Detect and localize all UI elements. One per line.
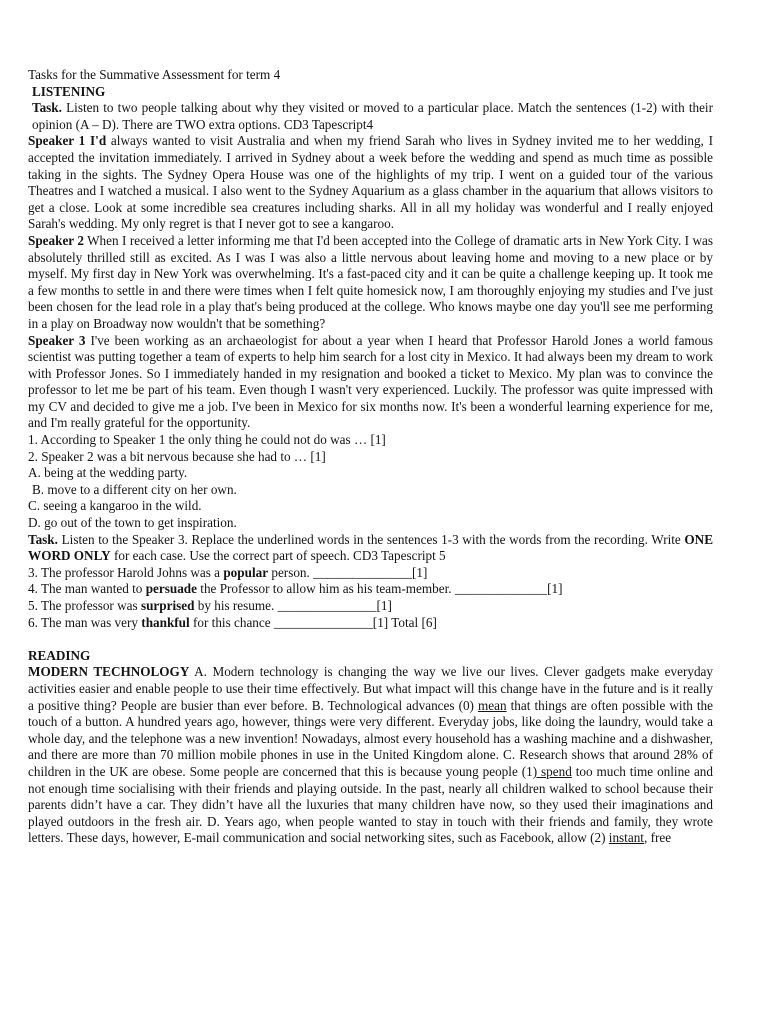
replace-words-task bbox=[28, 532, 713, 565]
passage-text: that things are often possible with the touch of a button. A hundred years ago, however, things were very different. Everyday jobs, like doing the laundry, would take a whole day, and the telephone was a new invention! Nowadays, almost every household has a washing machine and a dishwasher, and there are more than 70 million mobile phones in use in the United Kingdom alone. C. Research shows that around 28% of children in the UK are obese. Some people are concerned that this is because young people (1 bbox=[28, 697, 713, 779]
reading-heading: READING bbox=[28, 647, 91, 663]
task-text: Listen to two people talking about why they visited or moved to a particular place. Match the sentences (1-2) with their opinion (A – D). There are TWO extra options. CD3 Tapescript4 bbox=[32, 100, 713, 132]
question-1: 1. According to Speaker 1 the only thing he could not do was … [1] bbox=[28, 432, 386, 448]
target-word: thankful bbox=[141, 614, 190, 630]
question-5 bbox=[28, 598, 713, 615]
underlined-word: instant bbox=[608, 830, 644, 846]
question-6 bbox=[28, 615, 713, 632]
task-label: Task. bbox=[28, 531, 58, 547]
speaker-1-text: always wanted to visit Australia and when my friend Sarah who lives in Sydney invited me to her wedding, I accepted the invitation immediately. I arrived in Sydney about a week before the wedding and spend as much time as possible taking in the sights. The Sydney Opera House was one of the highlights of my trip. I went on a guided tour of the various Theatres and I watched a musical. I also went to the Sydney Aquarium as a glass chamber in the aquarium that allows visitors to get a close. Look at some incredible sea creatures including sharks. All in all my holiday was wonderful and I really enjoyed Sarah's wedding. My only regret is that I never got to see a kangaroo. bbox=[28, 133, 713, 232]
answer-blank: by his resume. _______________[1] bbox=[194, 598, 392, 613]
speaker-3-label: Speaker 3 bbox=[28, 332, 86, 348]
passage-text: too much time online and not enough time socialising with their friends and playing outside. In the past, nearly all children walked to school because their parents didn’t have a car. They didn’t have all the luxuries that many children have now, so they used their imaginations and played outdoors in the fresh air. D. Years ago, when people wanted to stay in touch with their friends and family, they wrote letters. These days, however, E-mail communication and social networking sites, such as Facebook, allow (2) bbox=[28, 763, 713, 846]
option-a: A. being at the wedding party. bbox=[28, 465, 188, 481]
question-4 bbox=[28, 581, 713, 598]
speaker-3-text: I've been working as an archaeologist for about a year when I heard that Professor Harold Jones a world famous scientist was putting together a team of experts to help him search for a lost city in Mexico. It had always been my dream to work with Professor Jones. So I immediately handed in my resignation and booked a ticket to Mexico. My plan was to convince the professor to let me be part of his team. Even though I wasn't very experienced. Luckily. The professor was quite impressed with my CV and decided to give me a job. I've been in Mexico for six months now. It's been a wonderful learning experience for me, and I'm really grateful for the opportunity. bbox=[28, 332, 713, 431]
speaker-2-text: When I received a letter informing me that I'd been accepted into the College of dramatic arts in New York City. I was absolutely thrilled still as excited. As I was I was also a little nervous about leaving home and moving to a new place or by myself. My first day in New York was overwhelming. It's a fast-paced city and it can be quite a challenge keeping up. It took me a few months to settle in and there were times when I felt quite homesick now, I am thoroughly enjoying my studies and I've just been chosen for the lead role in a play that's being produced at the college. Who knows maybe one day you'll see me performing in a play on Broadway now wouldn't that be something? bbox=[28, 232, 713, 331]
target-word: persuade bbox=[145, 581, 197, 597]
speaker-1-transcript bbox=[28, 133, 713, 233]
task-text: Listen to the Speaker 3. Replace the underlined words in the sentences 1-3 with the words from the recording. Write bbox=[57, 531, 685, 547]
option-b: B. move to a different city on her own. bbox=[32, 481, 237, 497]
answer-blank: for this chance _______________[1] Total [6] bbox=[189, 614, 437, 630]
task-label: Task. bbox=[32, 100, 62, 116]
question-text: 5. The professor was bbox=[28, 598, 141, 613]
question-text: 3. The professor Harold Johns was a bbox=[28, 564, 224, 580]
document-title: Tasks for the Summative Assessment for term 4 bbox=[28, 67, 281, 82]
underlined-word: mean bbox=[478, 697, 507, 713]
answer-blank: the Professor to allow him as his team-member. ______________[1] bbox=[196, 581, 563, 597]
underlined-word: ) spend bbox=[532, 763, 572, 779]
option-d: D. go out of the town to get inspiration. bbox=[28, 515, 237, 531]
target-word: popular bbox=[223, 564, 269, 580]
passage-title: MODERN TECHNOLOGY bbox=[28, 664, 190, 680]
answer-blank: person. _______________[1] bbox=[268, 564, 428, 580]
spacer bbox=[28, 631, 713, 648]
reading-passage bbox=[28, 664, 713, 847]
listening-task-instructions bbox=[28, 100, 713, 133]
speaker-2-transcript bbox=[28, 233, 713, 333]
question-text: 6. The man was very bbox=[28, 614, 142, 630]
speaker-2-label: Speaker 2 bbox=[28, 232, 84, 248]
document-page bbox=[28, 67, 713, 847]
one-word-only-emphasis: ONE WORD ONLY bbox=[28, 531, 713, 564]
speaker-1-label: Speaker 1 I'd bbox=[28, 133, 107, 149]
passage-text: , free bbox=[643, 830, 672, 846]
passage-text: A. Modern technology is changing the way we live our lives. Clever gadgets make everyday activities easier and enable people to use their time effectively. But what impact will this change have in the future and is it really a positive thing? People are busier than ever before. B. Technological advances (0) bbox=[28, 664, 713, 713]
target-word: surprised bbox=[140, 598, 195, 613]
speaker-3-transcript bbox=[28, 333, 713, 433]
task-text: for each case. Use the correct part of speech. CD3 Tapescript 5 bbox=[110, 548, 446, 564]
question-2: 2. Speaker 2 was a bit nervous because she had to … [1] bbox=[28, 448, 326, 464]
option-c: C. seeing a kangaroo in the wild. bbox=[28, 498, 202, 514]
question-text: 4. The man wanted to bbox=[28, 581, 146, 597]
question-3 bbox=[28, 565, 713, 582]
listening-heading: LISTENING bbox=[32, 83, 106, 99]
